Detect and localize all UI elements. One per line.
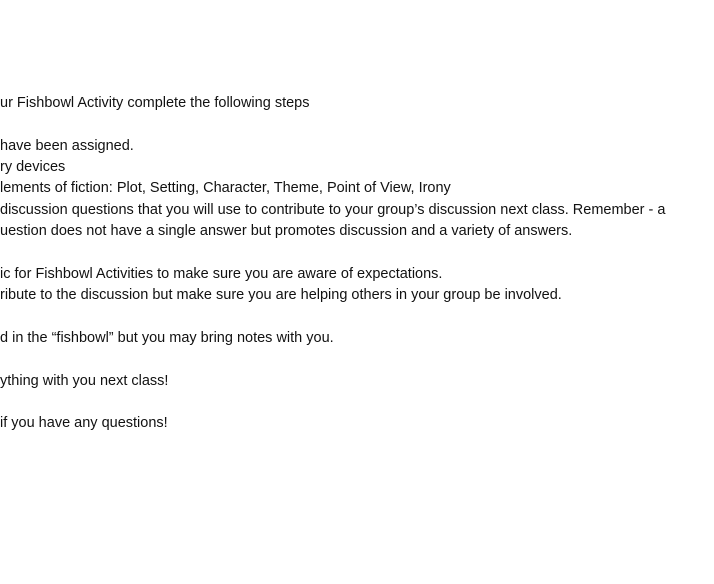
step-line-rubric: ic for Fishbowl Activities to make sure you are aware of expectations. bbox=[0, 266, 443, 282]
step-line-discussion-questions: discussion questions that you will use to contribute to your group’s discussion next class. Remember - a bbox=[0, 202, 666, 218]
step-line-assigned: have been assigned. bbox=[0, 138, 134, 154]
step-line-fishbowl-notes: d in the “fishbowl” but you may bring notes with you. bbox=[0, 330, 334, 346]
step-line-questions: if you have any questions! bbox=[0, 415, 168, 431]
step-line-elements-fiction: lements of fiction: Plot, Setting, Character, Theme, Point of View, Irony bbox=[0, 180, 451, 196]
step-line-question-note: uestion does not have a single answer but promotes discussion and a variety of answers. bbox=[0, 223, 573, 239]
instructions-heading: ur Fishbowl Activity complete the following steps bbox=[0, 95, 310, 111]
step-line-literary-devices: ry devices bbox=[0, 159, 66, 175]
step-line-bring-everything: ything with you next class! bbox=[0, 373, 169, 389]
step-line-contribute: ribute to the discussion but make sure you are helping others in your group be involved. bbox=[0, 287, 562, 303]
